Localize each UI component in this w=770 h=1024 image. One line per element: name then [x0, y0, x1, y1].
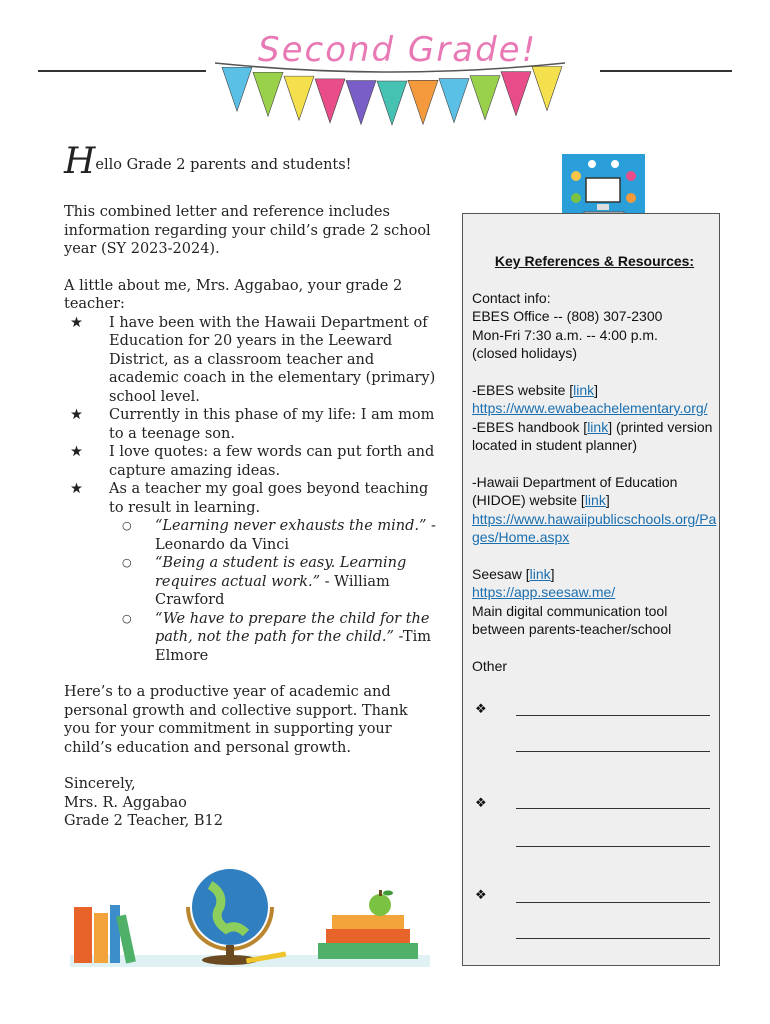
diamond-bullet-icon: ❖	[475, 795, 487, 810]
list-item: ★ I have been with the Hawaii Department of Education for 20 years in the Leeward District, as a classroom teacher and academic coach in the elementary (primary) school level.	[70, 314, 436, 405]
circle-bullet-icon: ○	[122, 611, 132, 625]
blank-line	[516, 901, 710, 903]
circle-bullet-icon: ○	[122, 519, 132, 532]
signoff: Sincerely,	[64, 776, 136, 792]
closing-paragraph: Here’s to a productive year of academic and personal growth and collective support. Thank you for your commitment in supporting your child’s education and personal growth.	[64, 684, 408, 756]
ebes-handbook-link[interactable]: link	[587, 418, 609, 435]
bunting-flag	[222, 67, 252, 111]
star-icon: ★	[70, 407, 83, 423]
bunting-flag	[501, 72, 531, 116]
office-closed-note: (closed holidays)	[472, 345, 578, 361]
diamond-bullet-icon: ❖	[475, 701, 487, 716]
signature-name: Mrs. R. Aggabao	[64, 794, 187, 811]
bunting-flag	[284, 76, 314, 120]
blank-line	[516, 807, 710, 809]
ebes-website-link[interactable]: link	[573, 381, 595, 398]
star-icon: ★	[70, 481, 83, 497]
blank-line	[516, 937, 710, 939]
blank-line	[516, 845, 710, 847]
blank-line	[516, 714, 710, 716]
other-label: Other	[472, 657, 508, 674]
header-rule-right	[600, 70, 732, 72]
letter-body	[64, 141, 436, 831]
list-item: ★ I love quotes: a few words can put forth and capture amazing ideas.	[70, 444, 435, 479]
seesaw-link[interactable]: link	[529, 565, 551, 582]
office-phone: EBES Office -- (808) 307-2300	[472, 308, 663, 324]
ebes-url-link[interactable]: https://www.ewabeachelementary.org/	[472, 400, 708, 416]
greeting	[64, 141, 436, 182]
star-icon: ★	[70, 314, 83, 331]
bunting-flag	[439, 79, 469, 123]
intro-paragraph: This combined letter and reference includes information regarding your child’s grade 2 school year (SY 2023-2024).	[64, 204, 431, 257]
page-title: Second Grade!	[258, 30, 538, 70]
list-item: ○ “We have to prepare the child for the path, not the path for the child.” -Tim Elmore	[122, 610, 431, 664]
blank-line	[516, 750, 710, 752]
about-intro: A little about me, Mrs. Aggabao, your grade 2 teacher:	[64, 277, 403, 312]
ebes-website-line: -EBES website [link]	[472, 381, 599, 398]
bunting-flag	[377, 81, 407, 125]
quotes-list	[64, 517, 436, 665]
bunting-flag	[532, 67, 562, 111]
about-list	[64, 314, 436, 518]
bunting-flag	[315, 79, 345, 123]
bunting-flag	[253, 72, 283, 116]
references-panel	[462, 213, 720, 966]
bunting-flag	[470, 76, 500, 120]
references-content	[472, 252, 717, 675]
header-rule-left	[38, 70, 206, 72]
office-hours: Mon-Fri 7:30 a.m. -- 4:00 p.m.	[472, 326, 658, 343]
seesaw-url-link[interactable]: https://app.seesaw.me/	[472, 584, 616, 600]
list-item: ★ As a teacher my goal goes beyond teaching to result in learning.	[70, 481, 429, 516]
bunting-flag	[408, 80, 438, 124]
references-title: Key References & Resources:	[494, 253, 695, 269]
books-globe-illustration	[70, 855, 430, 967]
list-item: ★ Currently in this phase of my life: I am mom to a teenage son.	[70, 407, 435, 442]
bunting-flag	[346, 81, 376, 125]
seesaw-description: Main digital communication tool between parents-teacher/school	[472, 602, 672, 637]
hidoe-link[interactable]: link	[584, 492, 606, 508]
seesaw-line: Seesaw [link]	[472, 565, 555, 582]
signature-role: Grade 2 Teacher, B12	[64, 813, 223, 829]
greeting-text: ello Grade 2 parents and students!	[95, 157, 352, 173]
contact-label: Contact info:	[472, 289, 551, 306]
ebes-handbook-line: -EBES handbook [link] (printed version located in student planner)	[472, 418, 713, 453]
list-item: ○ “Being a student is easy. Learning requires actual work.” - William Crawford	[122, 555, 407, 608]
star-icon: ★	[70, 444, 83, 460]
greeting-initial: H	[64, 141, 96, 182]
list-item: ○ “Learning never exhausts the mind.” -Leonardo da Vinci	[122, 518, 436, 553]
hidoe-line: -Hawaii Department of Education (HIDOE) website [link]	[472, 473, 678, 508]
diamond-bullet-icon: ❖	[475, 887, 487, 902]
circle-bullet-icon: ○	[122, 556, 132, 569]
hidoe-url-link[interactable]: https://www.hawaiipublicschools.org/Pages/Home.aspx	[472, 510, 717, 545]
